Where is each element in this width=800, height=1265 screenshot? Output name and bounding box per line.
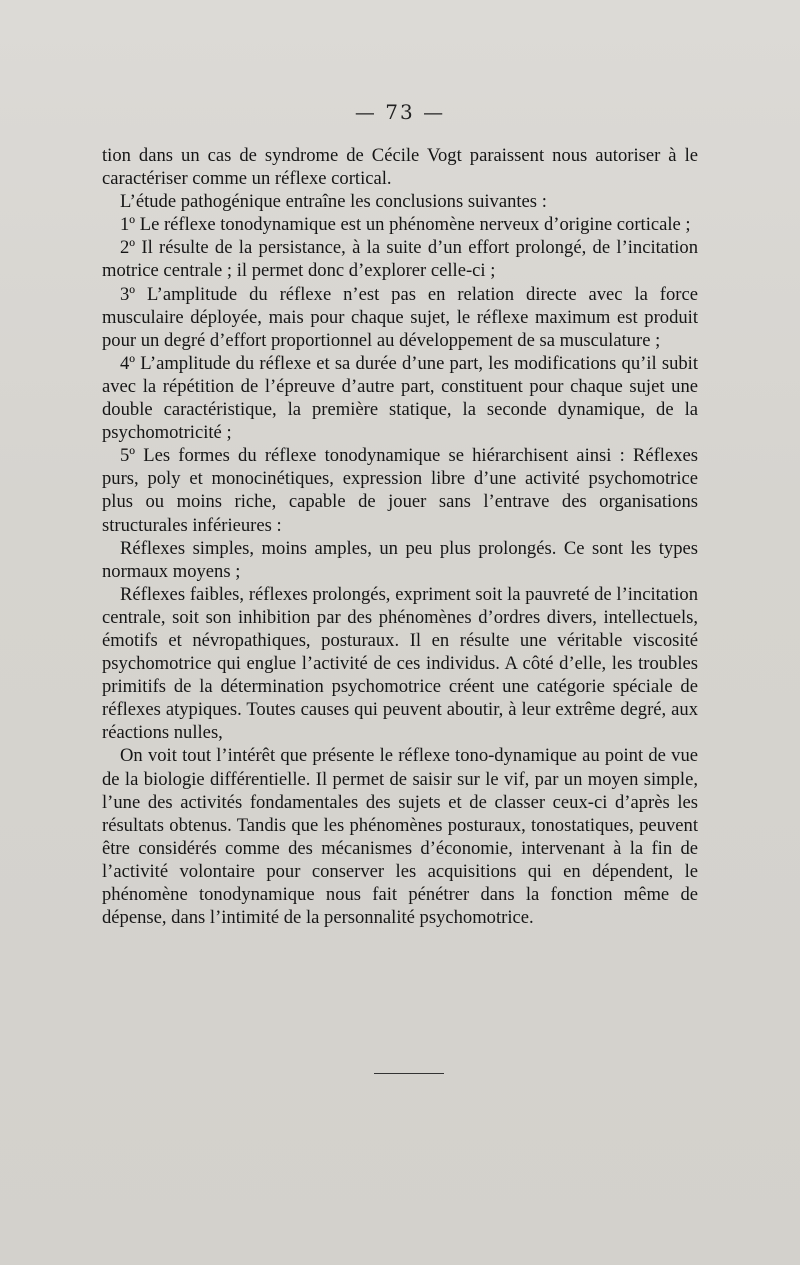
paragraph-1: tion dans un cas de syndrome de Cécile Vogt paraissent nous autoriser à le caractériser comme un réflexe cortical. [102,145,698,190]
paragraph-6: 4º L’amplitude du réflexe et sa durée d’une part, les modifications qu’il subit avec la répétition de l’épreuve d’autre part, constituent pour chaque sujet une double caractéristique, la première statique, la seconde dynamique, de la psychomotricité ; [102,352,698,444]
page-number: — 73 — [354,100,446,124]
closing-rule [374,1073,444,1074]
paragraph-2: L’étude pathogénique entraîne les conclusions suivantes : [120,191,547,213]
paragraph-3: 1º Le réflexe tonodynamique est un phénomène nerveux d’origine corticale ; [120,214,691,236]
body-text [102,144,698,929]
paragraph-5: 3º L’amplitude du réflexe n’est pas en relation directe avec la force musculaire déployée, mais pour chaque sujet, le réflexe maximum est produit pour un degré d’effort proportionnel au développement de sa musculature ; [102,283,698,351]
paragraph-4: 2º Il résulte de la persistance, à la suite d’un effort prolongé, de l’incitation motrice centrale ; il permet donc d’explorer celle-ci ; [102,237,698,282]
paragraph-9: Réflexes faibles, réflexes prolongés, expriment soit la pauvreté de l’incitation centrale, soit son inhibition par des phénomènes d’ordres divers, intellectuels, émotifs et névropathiques, posturaux. Il en résulte une véritable viscosité psychomotrice qui englue l’activité de ces individus. A côté d’elle, les troubles primitifs de la détermination psychomotrice créent une catégorie spéciale de réflexes atypiques. Toutes causes qui peuvent aboutir, à leur extrême degré, aux réactions nulles, [102,583,698,744]
paragraph-10: On voit tout l’intérêt que présente le réflexe tono-dynamique au point de vue de la biologie différentielle. Il permet de saisir sur le vif, par un moyen simple, l’une des activités fondamentales des sujets et de classer ceux-ci d’après les résultats obtenus. Tandis que les phénomènes posturaux, tonostatiques, peuvent être considérés comme des mécanismes d’économie, intervenant à la fin de l’activité volontaire pour conserver les acquisitions qui en dépendent, le phénomène tonodynamique nous fait pénétrer dans la fonction même de dépense, dans l’intimité de la personnalité psychomotrice. [102,745,698,929]
paragraph-7: 5º Les formes du réflexe tonodynamique se hiérarchisent ainsi : Réflexes purs, poly et monocinétiques, expression libre d’une activité psychomotrice plus ou moins riche, capable de jouer sans l’entrave des organisations structurales inférieures : [102,445,698,536]
paragraph-8: Réflexes simples, moins amples, un peu plus prolongés. Ce sont les types normaux moyens ; [102,537,698,582]
